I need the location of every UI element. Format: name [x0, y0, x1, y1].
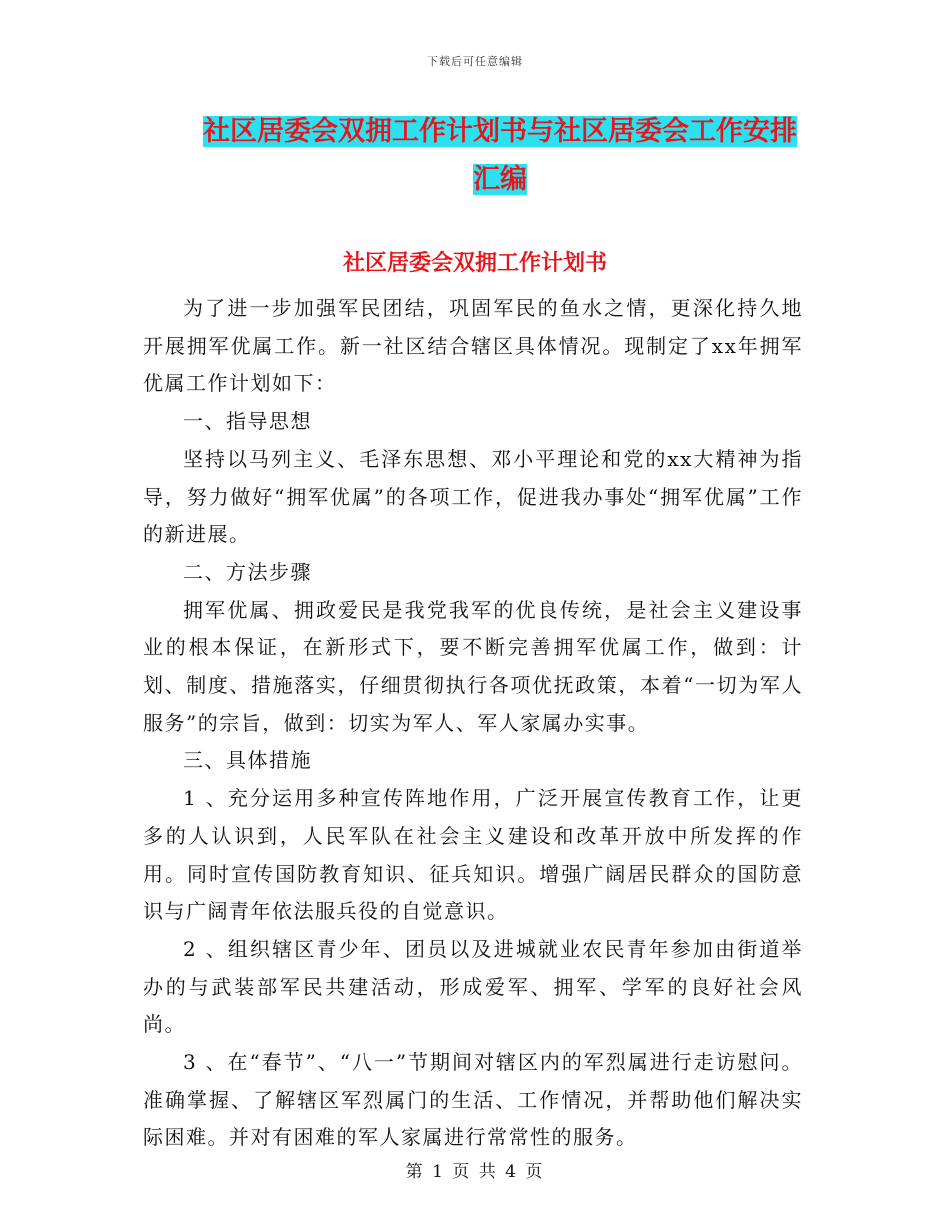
paragraph-measure-3: 3 、在“春节”、“八一”节期间对辖区内的军烈属进行走访慰问。准确掌握、了解辖区军烈属门的生活、工作情况，并帮助他们解决实际困难。并对有困难的军人家属进行常常性的服务。 [143, 1050, 803, 1150]
document-sub-title: 社区居委会双拥工作计划书 [342, 250, 607, 276]
paragraph-methods: 拥军优属、拥政爱民是我党我军的优良传统，是社会主义建设事业的根本保证，在新形式下，要不断完善拥军优属工作，做到：计划、制度、措施落实，仔细贯彻执行各项优抚政策，本着“一切为军人服务”的宗旨，做到：切实为军人、军人家属办实事。 [143, 597, 803, 735]
section-heading-methods: 二、方法步骤 [183, 559, 312, 584]
page-number-footer: 第 1 页 共 4 页 [405, 1162, 545, 1182]
paragraph-measure-1: 1 、充分运用多种宣传阵地作用，广泛开展宣传教育工作，让更多的人认识到，人民军队在社会主义建设和改革开放中所发挥的作用。同时宣传国防教育知识、征兵知识。增强广阔居民群众的国防意识与广阔青年依法服兵役的自觉意识。 [143, 786, 803, 924]
document-body [143, 290, 803, 1157]
page-header-note: 下载后可任意编辑 [427, 55, 523, 68]
section-heading-guiding-ideology: 一、指导思想 [183, 409, 312, 434]
main-title-text: 社区居委会双拥工作计划书与社区居委会工作安排汇编 [203, 116, 797, 195]
paragraph-guiding-ideology: 坚持以马列主义、毛泽东思想、邓小平理论和党的xx大精神为指导，努力做好“拥军优属”的各项工作，促进我办事处“拥军优属”工作的新进展。 [143, 446, 803, 547]
paragraph-intro: 为了进一步加强军民团结，巩固军民的鱼水之情，更深化持久地开展拥军优属工作。新一社区结合辖区具体情况。现制定了xx年拥军优属工作计划如下： [143, 296, 803, 396]
paragraph-measure-2: 2 、组织辖区青少年、团员以及进城就业农民青年参加由街道举办的与武装部军民共建活动，形成爱军、拥军、学军的良好社会风尚。 [143, 936, 803, 1037]
section-heading-measures: 三、具体措施 [183, 748, 312, 773]
document-main-title [190, 108, 810, 204]
